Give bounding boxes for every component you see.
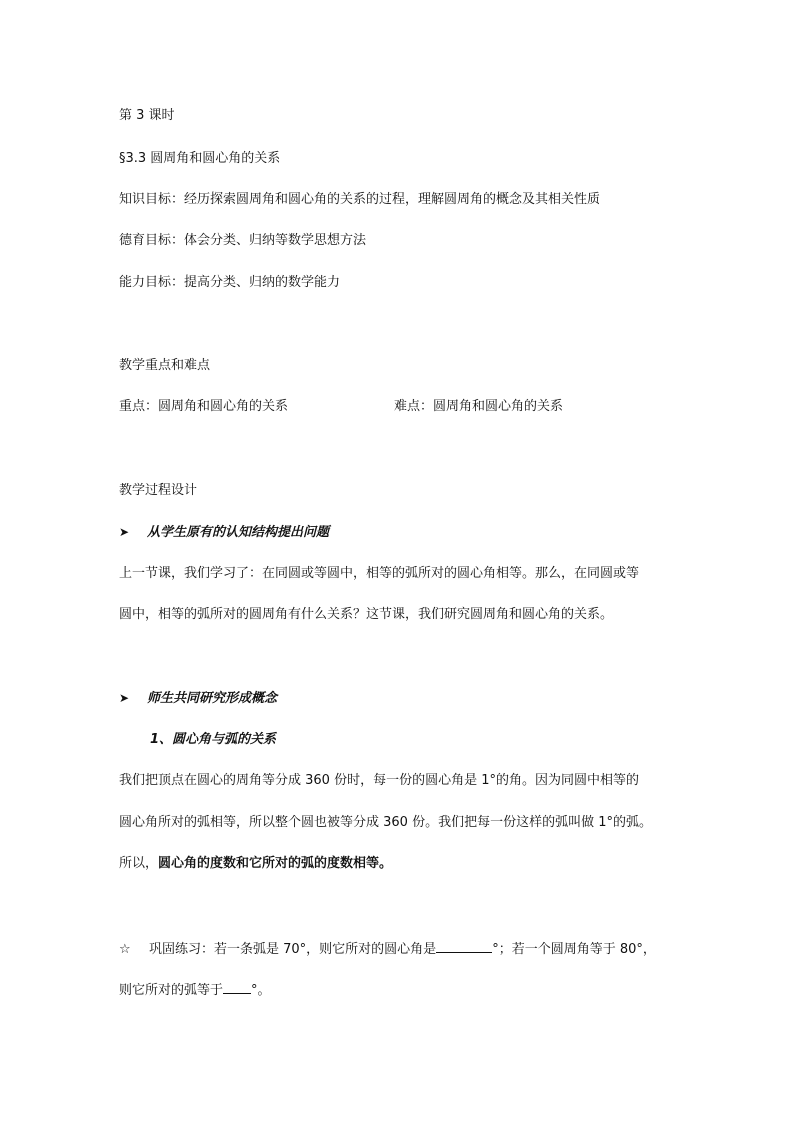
part1-paragraph-line2: 圆中，相等的弧所对的圆周角有什么关系？这节课，我们研究圆周角和圆心角的关系。 [119, 607, 614, 622]
exercise-line1 [119, 939, 656, 959]
item1-heading: 1、圆心角与弧的关系 [150, 732, 277, 747]
part2-heading: 师生共同研究形成概念 [147, 691, 278, 706]
exercise-text-c: 则它所对的弧等于 [119, 983, 224, 998]
difficulty-point: 难点：圆周角和圆心角的关系 [394, 399, 564, 414]
exercise-text-d: °。 [251, 983, 271, 998]
part1-heading-row [119, 523, 329, 542]
exercise-text-b: °；若一个圆周角等于 80°， [492, 942, 656, 957]
key-points-heading: 教学重点和难点 [119, 358, 211, 373]
lesson-number: 第 3 课时 [119, 108, 175, 123]
part1-paragraph-line1: 上一节课，我们学习了：在同圆或等圆中，相等的弧所对的圆心角相等。那么，在同圆或等 [119, 566, 640, 581]
part1-heading: 从学生原有的认知结构提出问题 [147, 525, 330, 540]
star-icon: ☆ [119, 942, 131, 957]
item1-paragraph-line2: 圆心角所对的弧相等，所以整个圆也被等分成 360 份。我们把每一份这样的弧叫做 1°的弧。 [119, 815, 652, 830]
item1-conclusion-prefix: 所以， [119, 856, 159, 871]
exercise-line2 [119, 980, 271, 1000]
arrow-bullet-icon: ➤ [119, 691, 130, 705]
part2-heading-row [119, 689, 277, 708]
exercise-text-a: 巩固练习：若一条弧是 70°，则它所对的圆心角是 [149, 942, 437, 957]
ability-objective: 能力目标：提高分类、归纳的数学能力 [119, 275, 341, 290]
section-title: §3.3 圆周角和圆心角的关系 [119, 151, 281, 166]
answer-blank-2[interactable] [223, 980, 251, 994]
moral-objective: 德育目标：体会分类、归纳等数学思想方法 [119, 233, 367, 248]
item1-paragraph-line1: 我们把顶点在圆心的周角等分成 360 份时，每一份的圆心角是 1°的角。因为同圆中相等的 [119, 773, 639, 788]
answer-blank-1[interactable] [436, 939, 492, 953]
item1-conclusion: 圆心角的度数和它所对的弧的度数相等。 [158, 856, 393, 871]
focus-point: 重点：圆周角和圆心角的关系 [119, 399, 289, 414]
arrow-bullet-icon: ➤ [119, 525, 130, 539]
process-heading: 教学过程设计 [119, 483, 198, 498]
item1-paragraph-line3 [119, 855, 392, 873]
knowledge-objective: 知识目标：经历探索圆周角和圆心角的关系的过程，理解圆周角的概念及其相关性质 [119, 192, 601, 207]
